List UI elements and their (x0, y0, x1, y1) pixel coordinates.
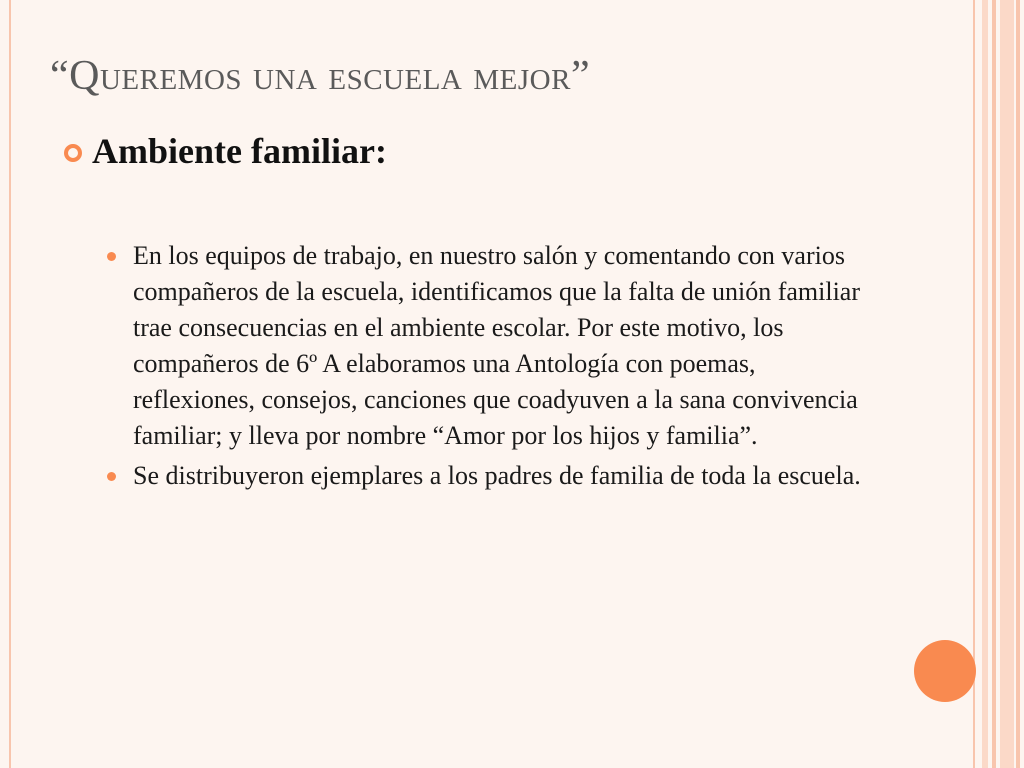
decorative-stripe (1000, 0, 1014, 768)
decorative-stripe (992, 0, 996, 768)
slide-title: “Queremos una escuela mejor” (50, 53, 591, 99)
orange-ring-icon (64, 144, 82, 162)
orange-circle-icon (914, 640, 976, 702)
decorative-stripe (1016, 0, 1020, 768)
section-heading: Ambiente familiar: (92, 131, 387, 171)
list-item (103, 458, 863, 494)
orange-dot-icon (107, 472, 116, 481)
bullet-text: En los equipos de trabajo, en nuestro salón y comentando con varios compañeros de la escuela, identificamos que la falta de unión familiar trae consecuencias en el ambiente escolar. Por este motivo, los compañeros de 6º A elaboramos una Antología con poemas, reflexiones, consejos, canciones que coadyuven a la sana convivencia familiar; y lleva por nombre “Amor por los hijos y familia”. (133, 241, 860, 450)
bullet-text: Se distribuyeron ejemplares a los padres de familia de toda la escuela. (133, 461, 861, 490)
heading-row (64, 130, 387, 172)
bullet-list (103, 238, 863, 498)
decorative-stripe (982, 0, 988, 768)
orange-dot-icon (107, 252, 116, 261)
list-item (103, 238, 863, 454)
